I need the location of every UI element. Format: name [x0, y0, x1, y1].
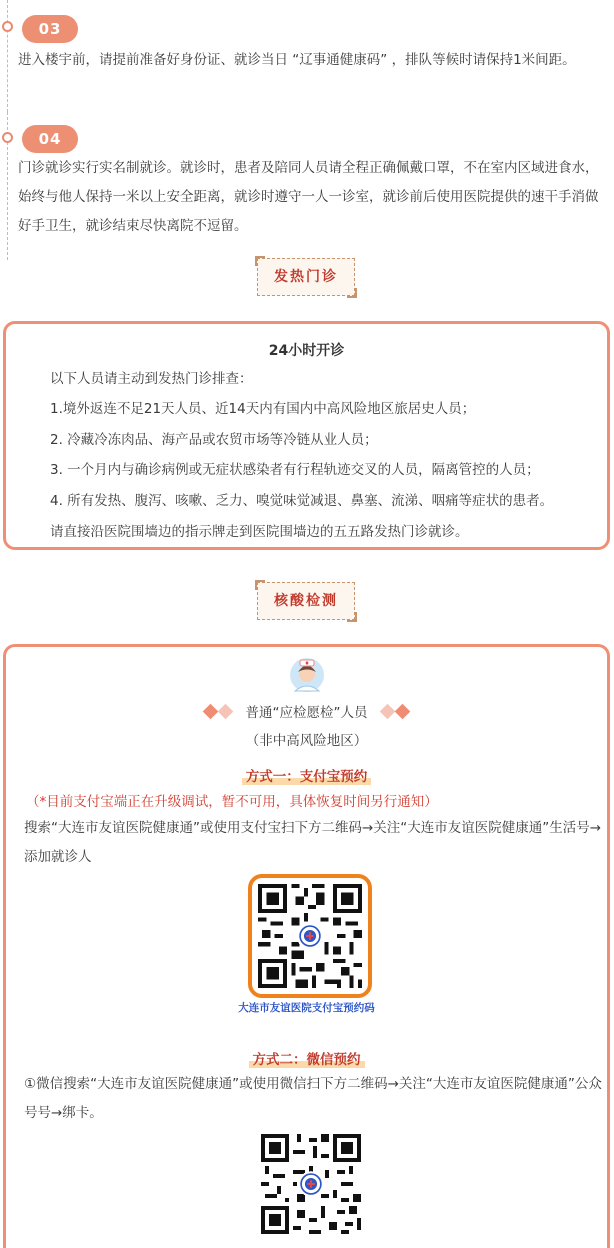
- fever-clinic-section-title: [257, 258, 355, 296]
- method1-desc: 搜索“大连市友谊医院健康通”或使用支付宝扫下方二维码→关注“大连市友谊医院健康通”生活号→添加就诊人: [24, 820, 602, 865]
- step-text: 进入楼宇前，请提前准备好身份证、就诊当日 “辽事通健康码” ，排队等候时请保持1米间距。: [18, 52, 576, 68]
- fever-clinic-item: 1.境外返连不足21天人员、近14天内有国内中高风险地区旅居史人员；: [50, 401, 476, 417]
- hospital-logo-icon: [300, 1173, 322, 1195]
- method1-title: [6, 765, 607, 785]
- method1-note: （*目前支付宝端正在升级调试，暂不可用，具体恢复时间另行通知）: [26, 794, 438, 810]
- alipay-qr-code: [248, 874, 372, 998]
- method2-desc: ①微信搜索“大连市友谊医院健康通”或使用微信扫下方二维码→关注“大连市友谊医院健康通”公众号号→绑卡。: [24, 1076, 602, 1121]
- diamond-icon: [203, 705, 233, 721]
- wechat-qr-code: [261, 1134, 361, 1234]
- alipay-qr-caption: 大连市友谊医院支付宝预约码: [238, 1002, 375, 1014]
- step-number-badge: 04: [22, 125, 78, 153]
- timeline-dot: [2, 21, 13, 32]
- fever-clinic-intro: 以下人员请主动到发热门诊排查：: [50, 371, 253, 387]
- region-text: （非中高风险地区）: [245, 733, 368, 749]
- method2-title-text: 方式二：微信预约: [249, 1052, 365, 1068]
- fever-clinic-item: 3. 一个月内与确诊病例或无症状感染者有行程轨迹交叉的人员，隔离管控的人员；: [50, 462, 540, 478]
- step-number-badge: 03: [22, 15, 78, 43]
- fever-clinic-heading: 24小时开诊: [268, 343, 345, 359]
- hospital-logo-icon: [299, 925, 321, 947]
- timeline-dot: [2, 132, 13, 143]
- nucleic-test-section-title: [257, 582, 355, 620]
- step-04: [0, 112, 614, 262]
- fever-clinic-item: 2. 冷藏冷冻肉品、海产品或农贸市场等冷链从业人员；: [50, 432, 378, 448]
- step-03: [0, 0, 614, 112]
- method2-title: [6, 1048, 607, 1068]
- fever-clinic-footer: 请直接沿医院围墙边的指示牌走到医院围墙边的五五路发热门诊就诊。: [50, 524, 469, 540]
- section-title-text: 发热门诊: [274, 269, 338, 285]
- section-title-text: 核酸检测: [274, 593, 338, 609]
- audience-text: 普通“应检愿检”人员: [245, 705, 368, 721]
- diamond-icon: [380, 705, 410, 721]
- timeline-rail: [7, 0, 8, 112]
- nucleic-test-card: [3, 644, 610, 1248]
- nurse-avatar-icon: [289, 655, 325, 693]
- audience-line: [6, 701, 607, 721]
- method1-title-text: 方式一：支付宝预约: [242, 769, 372, 785]
- fever-clinic-card: [3, 321, 610, 550]
- step-text: 门诊就诊实行实名制就诊。就诊时，患者及陪同人员请全程正确佩戴口罩，不在室内区域进食水，始终与他人保持一米以上安全距离，就诊时遵守一人一诊室，就诊前后使用医院提供的速干手消做好手卫生，就诊结束尽快离院不逗留。: [18, 160, 599, 234]
- fever-clinic-item: 4. 所有发热、腹泻、咳嗽、乏力、嗅觉味觉减退、鼻塞、流涕、咽痛等症状的患者。: [50, 493, 554, 509]
